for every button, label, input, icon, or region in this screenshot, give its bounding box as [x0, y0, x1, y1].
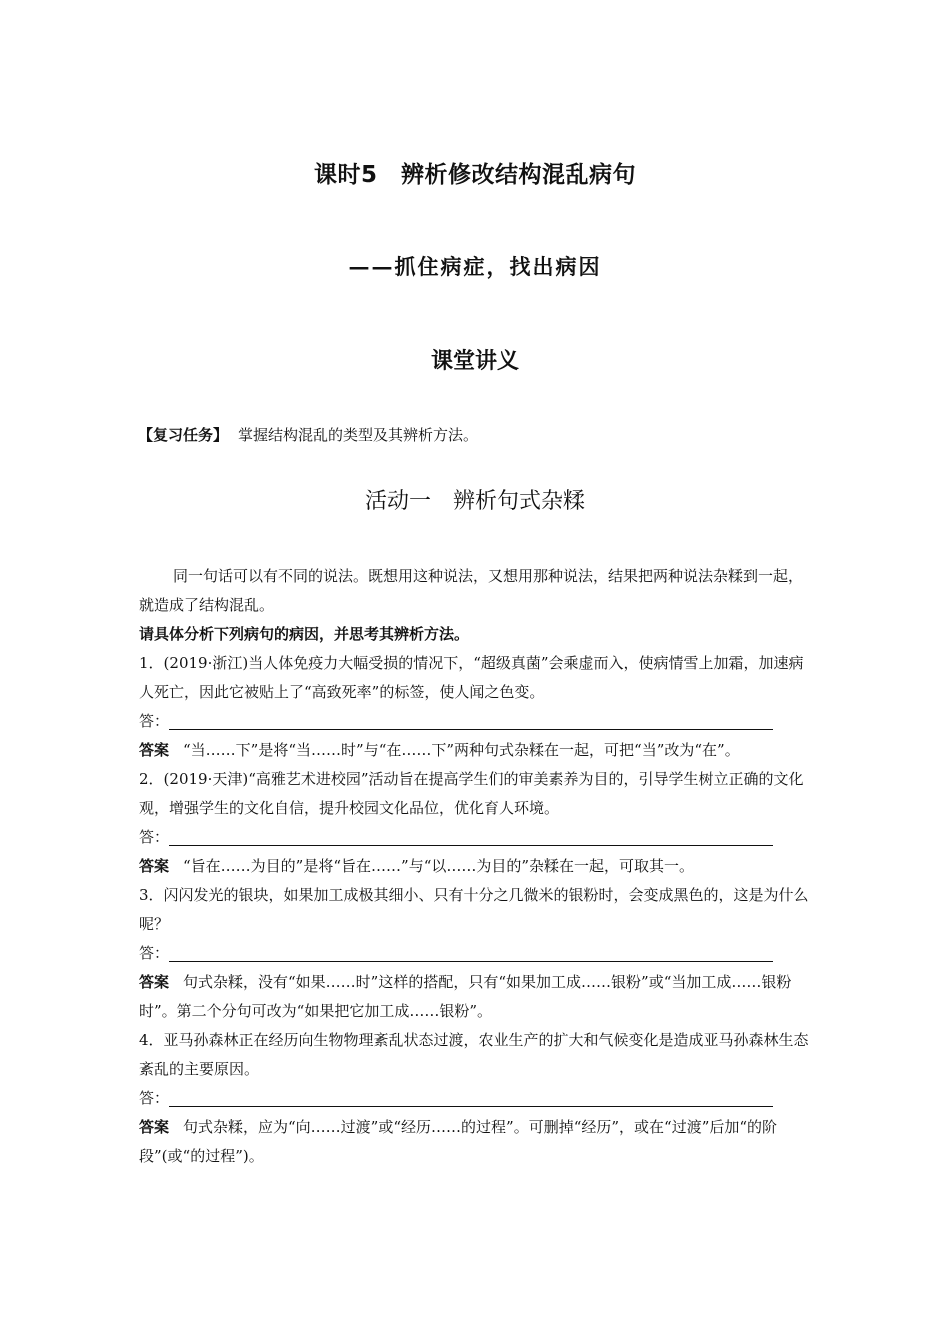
answer-2 — [139, 852, 815, 881]
answer-4 — [139, 1113, 815, 1171]
answer-blank-1[interactable] — [169, 709, 773, 730]
answer-label: 答案 — [139, 857, 170, 875]
answer-label: 答案 — [139, 1118, 170, 1136]
answer-text-2: “旨在……为目的”是将“旨在……”与“以……为目的”杂糅在一起，可取其一。 — [183, 857, 695, 875]
question-3: 3．闪闪发光的银块，如果加工成极其细小、只有十分之几微米的银粉时，会变成黑色的，这是为什么呢？ — [139, 886, 809, 933]
answer-prefix: 答： — [139, 712, 170, 730]
answer-line-2 — [139, 823, 815, 852]
answer-text-3: 句式杂糅，没有“如果……时”这样的搭配，只有“如果加工成……银粉”或“当加工成……银粉时”。第二个分句可改为“如果把它加工成……银粉”。 — [139, 973, 792, 1020]
answer-blank-3[interactable] — [169, 941, 773, 962]
question-2: 2．(2019·天津)“高雅艺术进校园”活动旨在提高学生们的审美素养为目的，引导学生树立正确的文化观，增强学生的文化自信，提升校园文化品位，优化育人环境。 — [139, 770, 804, 817]
answer-blank-4[interactable] — [169, 1086, 773, 1107]
section-title: 课堂讲义 — [430, 349, 519, 374]
answer-label: 答案 — [139, 741, 170, 759]
lesson-title: 课时5 辨析修改结构混乱病句 — [313, 162, 636, 188]
lesson-subtitle: ——抓住病症，找出病因 — [348, 254, 602, 279]
answer-3 — [139, 968, 815, 1026]
review-task — [138, 424, 818, 445]
answer-line-1 — [139, 707, 815, 736]
review-task-text: 掌握结构混乱的类型及其辨析方法。 — [238, 426, 479, 444]
intro-paragraph: 同一句话可以有不同的说法。既想用这种说法，又想用那种说法，结果把两种说法杂糅到一起，就造成了结构混乱。 — [139, 567, 804, 614]
activity-title: 活动一 辨析句式杂糅 — [364, 489, 585, 514]
answer-text-1: “当……下”是将“当……时”与“在……下”两种句式杂糅在一起，可把“当”改为“在”。 — [183, 741, 740, 759]
answer-1 — [139, 736, 815, 765]
document-body — [139, 562, 815, 1171]
answer-label: 答案 — [139, 973, 170, 991]
answer-blank-2[interactable] — [169, 825, 773, 846]
answer-text-4: 句式杂糅，应为“向……过渡”或“经历……的过程”。可删掉“经历”，或在“过渡”后加“的阶段”(或“的过程”)。 — [139, 1118, 778, 1165]
question-1: 1．(2019·浙江)当人体免疫力大幅受损的情况下，“超级真菌”会乘虚而入，使病情雪上加霜，加速病人死亡，因此它被贴上了“高致死率”的标签，使人闻之色变。 — [139, 654, 804, 701]
answer-prefix: 答： — [139, 828, 170, 846]
instruction-prompt: 请具体分析下列病句的病因，并思考其辨析方法。 — [139, 625, 470, 643]
question-4: 4．亚马孙森林正在经历向生物物理紊乱状态过渡，农业生产的扩大和气候变化是造成亚马孙森林生态紊乱的主要原因。 — [139, 1031, 809, 1078]
answer-prefix: 答： — [139, 1089, 170, 1107]
answer-line-3 — [139, 939, 815, 968]
answer-line-4 — [139, 1084, 815, 1113]
answer-prefix: 答： — [139, 944, 170, 962]
review-task-label: 【复习任务】 — [138, 426, 229, 444]
